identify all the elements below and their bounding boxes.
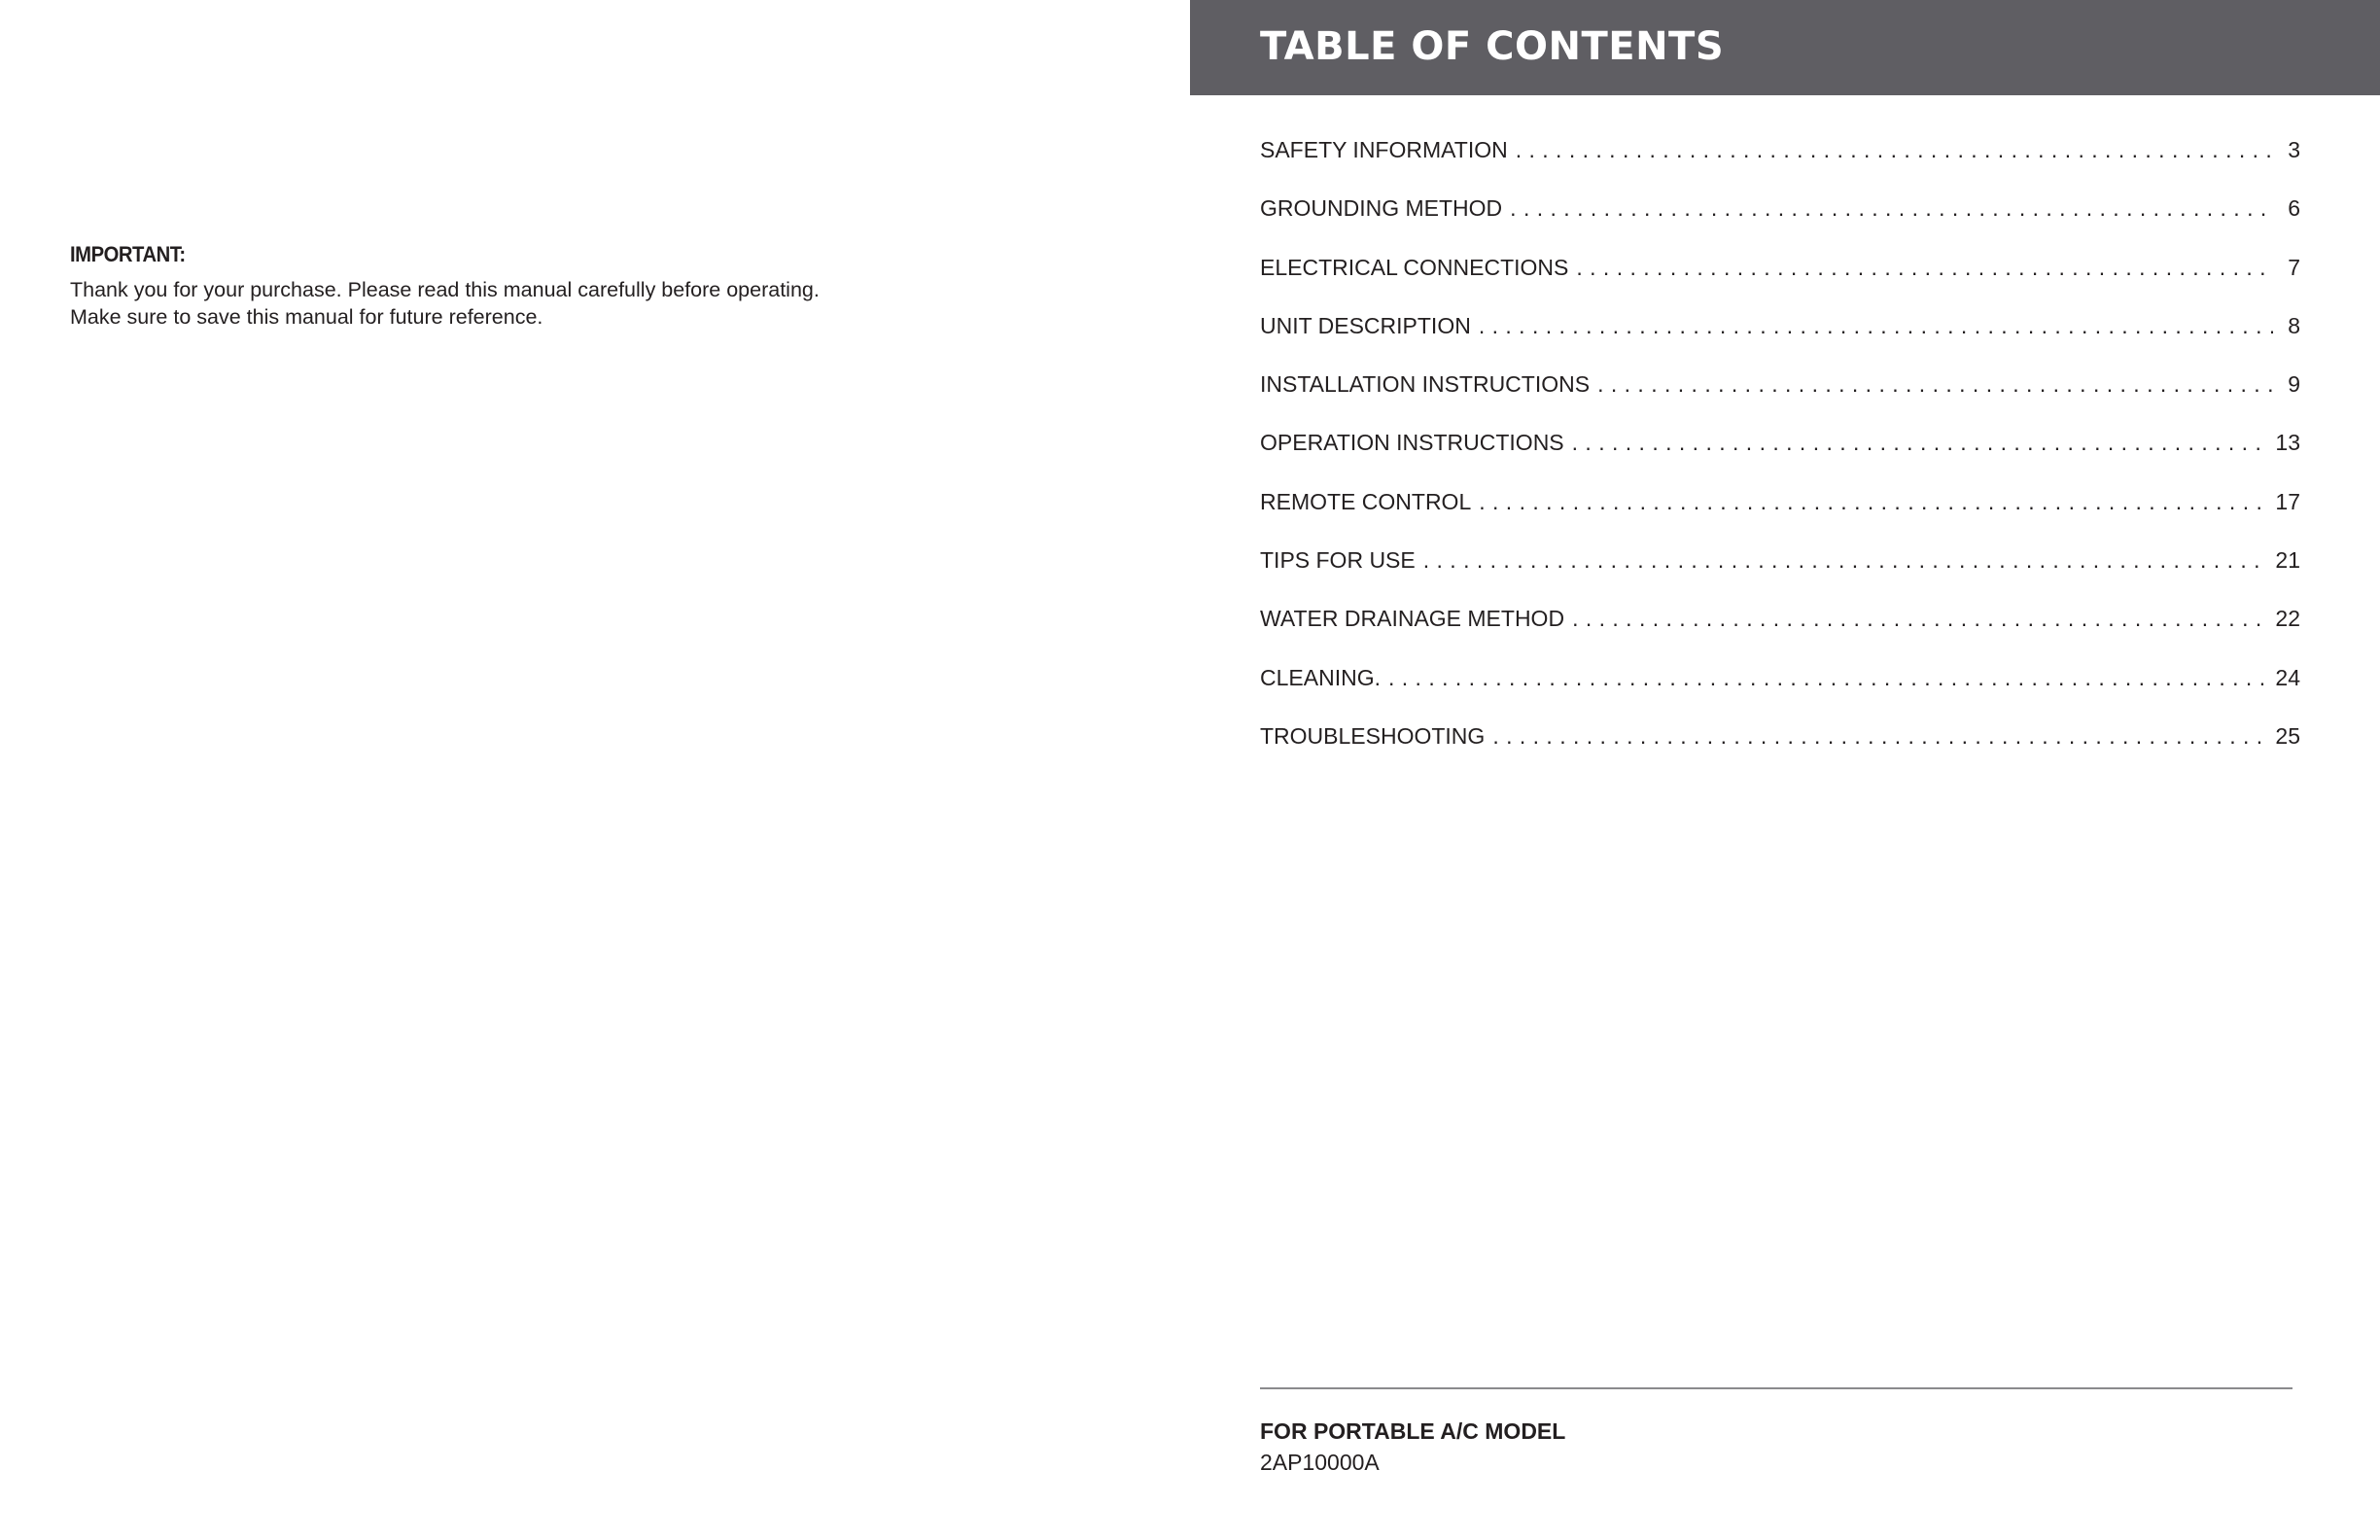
toc-dot-leader bbox=[1423, 542, 2268, 578]
toc-title: TABLE OF CONTENTS bbox=[1260, 24, 1725, 69]
toc-entry-label: GROUNDING METHOD bbox=[1260, 195, 1503, 222]
toc-entry-cleaning bbox=[1260, 660, 2300, 718]
toc-entry-installation-instructions bbox=[1260, 367, 2300, 425]
toc-entry-label: ELECTRICAL CONNECTIONS bbox=[1260, 254, 1569, 280]
toc-entry-page: 7 bbox=[2288, 254, 2300, 280]
toc-entry-electrical-connections bbox=[1260, 250, 2300, 308]
toc-dot-leader bbox=[1510, 191, 2273, 226]
toc-dot-leader bbox=[1597, 367, 2273, 402]
toc-entry-troubleshooting bbox=[1260, 718, 2300, 777]
toc-entry-tips-for-use bbox=[1260, 542, 2300, 601]
toc-dot-leader bbox=[1479, 308, 2273, 343]
toc-entry-label: TIPS FOR USE bbox=[1260, 547, 1416, 574]
toc-entry-safety-information bbox=[1260, 132, 2300, 191]
toc-dot-leader bbox=[1572, 425, 2268, 460]
toc-entry-water-drainage-method bbox=[1260, 601, 2300, 659]
toc-entry-label: TROUBLESHOOTING bbox=[1260, 722, 1486, 749]
toc-entry-page: 13 bbox=[2275, 430, 2300, 456]
toc-entry-page: 22 bbox=[2275, 606, 2300, 632]
toc-dot-leader bbox=[1516, 132, 2273, 167]
toc-entry-page: 3 bbox=[2288, 137, 2300, 162]
toc-entry-remote-control bbox=[1260, 484, 2300, 542]
toc-entry-unit-description bbox=[1260, 308, 2300, 367]
toc-dot-leader bbox=[1572, 601, 2267, 636]
important-line: Make sure to save this manual for future reference. bbox=[70, 305, 543, 329]
important-heading: IMPORTANT: bbox=[70, 242, 186, 266]
toc-entry-page: 9 bbox=[2288, 371, 2300, 398]
toc-entry-grounding-method bbox=[1260, 191, 2300, 249]
model-heading: FOR PORTABLE A/C MODEL bbox=[1260, 1418, 1566, 1444]
toc-entry-label: SAFETY INFORMATION bbox=[1260, 137, 1508, 162]
footer-divider bbox=[1260, 1387, 2292, 1389]
toc-entry-label: UNIT DESCRIPTION bbox=[1260, 312, 1471, 338]
toc-dot-leader bbox=[1479, 484, 2267, 519]
toc-entry-label: INSTALLATION INSTRUCTIONS bbox=[1260, 371, 1591, 398]
model-number: 2AP10000A bbox=[1260, 1450, 1380, 1475]
toc-entry-operation-instructions bbox=[1260, 425, 2300, 483]
toc-entry-label: WATER DRAINAGE METHOD bbox=[1260, 606, 1565, 632]
toc-entry-page: 21 bbox=[2275, 547, 2300, 574]
toc-entry-label: OPERATION INSTRUCTIONS bbox=[1260, 430, 1564, 456]
toc-list bbox=[1260, 132, 2300, 777]
toc-entry-label: REMOTE CONTROL bbox=[1260, 488, 1472, 514]
toc-entry-page: 8 bbox=[2288, 312, 2300, 338]
toc-entry-page: 25 bbox=[2275, 722, 2300, 749]
toc-dot-leader bbox=[1492, 718, 2267, 753]
toc-header-band bbox=[1190, 0, 2380, 95]
toc-dot-leader bbox=[1388, 660, 2267, 695]
toc-entry-label: CLEANING. bbox=[1260, 664, 1381, 690]
important-notice bbox=[70, 241, 945, 331]
important-line: Thank you for your purchase. Please read this manual carefully before operating. bbox=[70, 278, 820, 301]
toc-entry-page: 24 bbox=[2275, 664, 2300, 690]
toc-entry-page: 17 bbox=[2275, 488, 2300, 514]
toc-entry-page: 6 bbox=[2288, 195, 2300, 222]
toc-dot-leader bbox=[1576, 250, 2273, 285]
